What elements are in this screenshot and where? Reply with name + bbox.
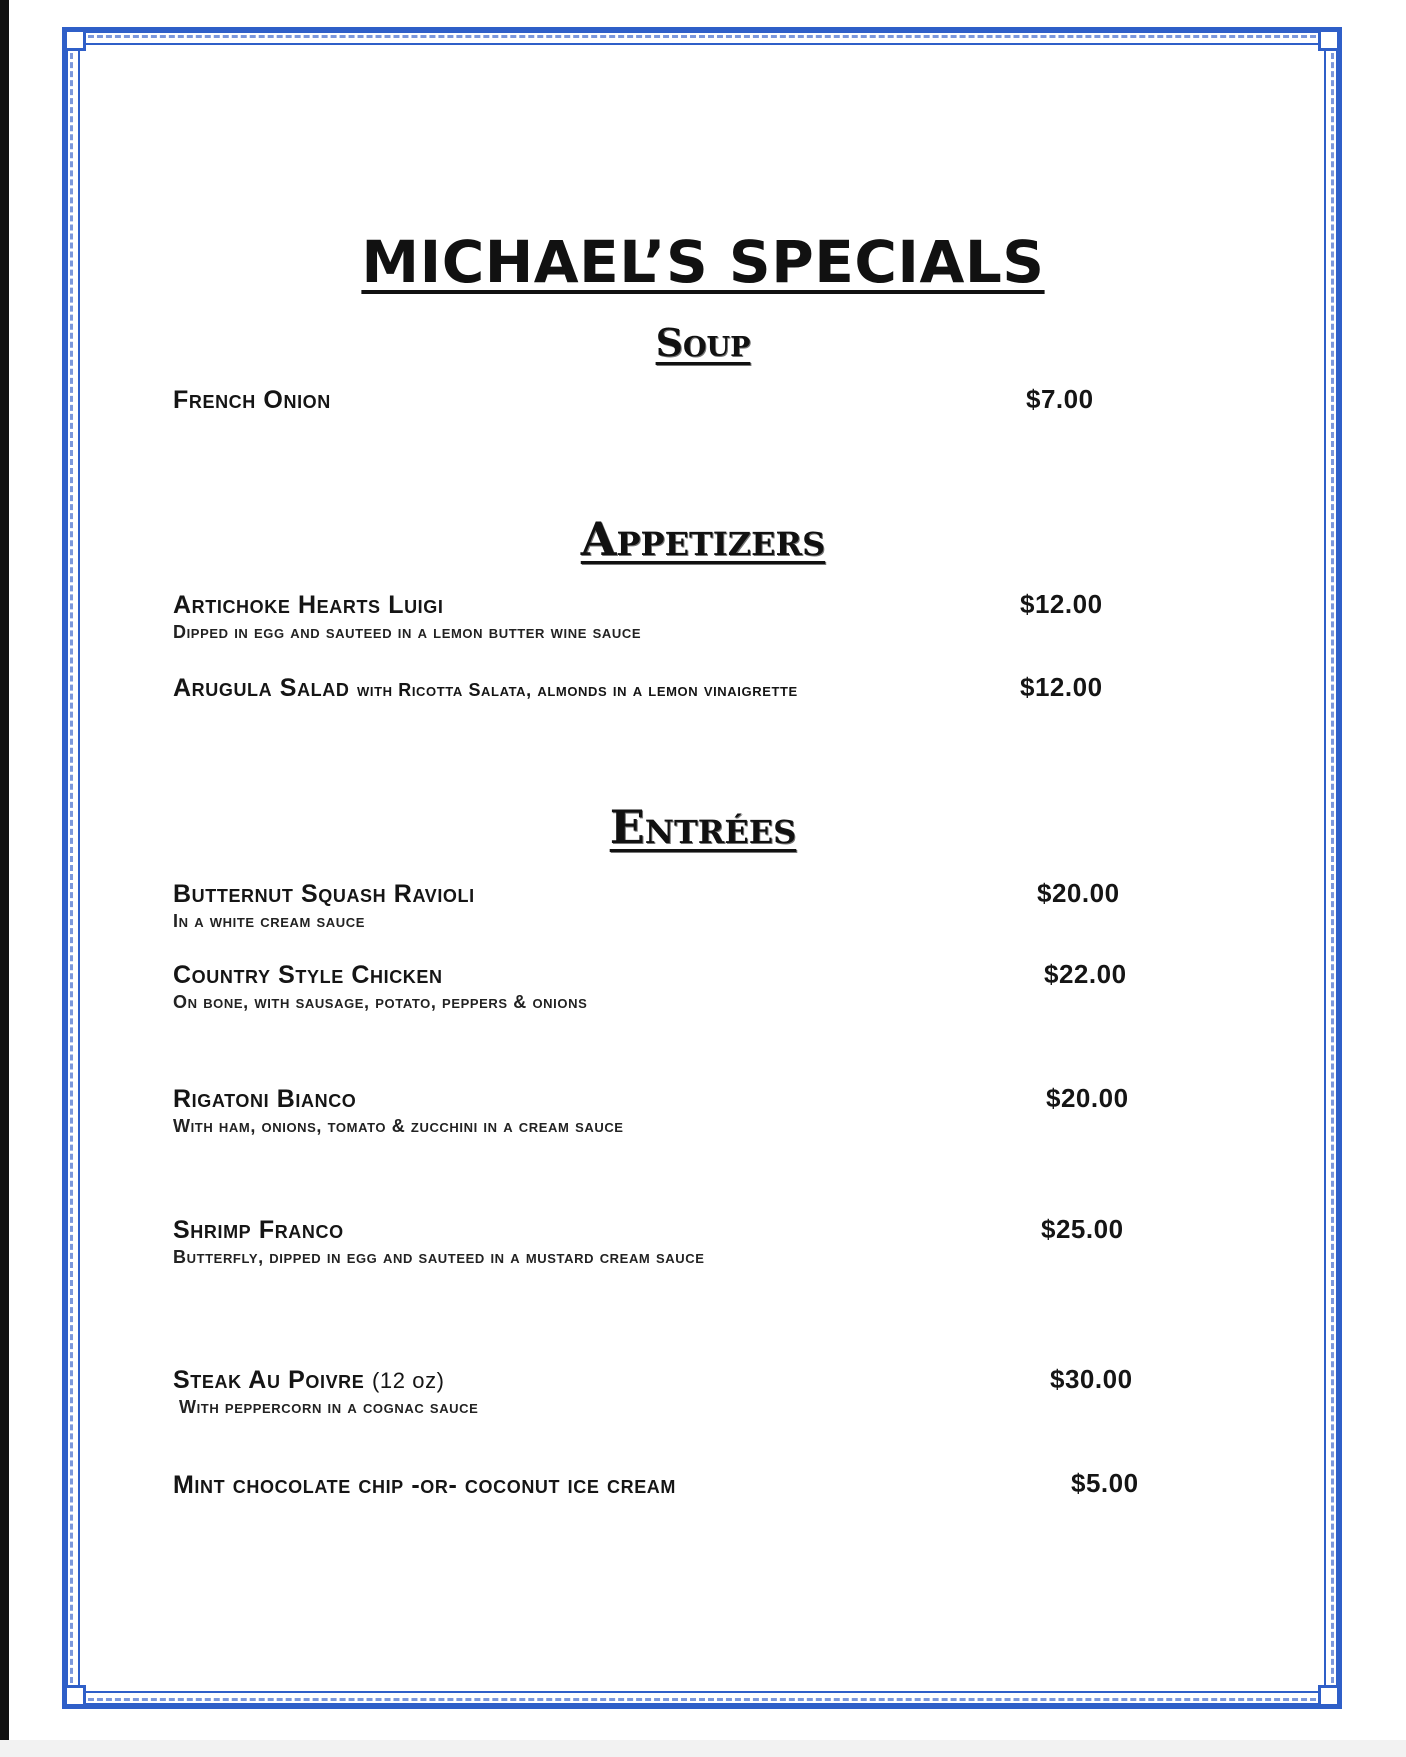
item-description: With ham, onions, tomato & zucchini in a cream sauce (173, 1116, 624, 1136)
item-description: with Ricotta Salata, almonds in a lemon vinaigrette (357, 680, 798, 700)
item-price: $20.00 (1046, 1083, 1129, 1113)
item-description: Butterfly, dipped in egg and sauteed in a mustard cream sauce (173, 1247, 705, 1267)
menu-item-butternut-ravioli (173, 880, 1173, 932)
menu-item-country-chicken (173, 961, 1173, 1013)
item-name-text: Steak Au Poivre (173, 1366, 365, 1394)
item-portion-note: (12 oz) (371, 1368, 445, 1393)
item-name: Shrimp Franco (173, 1216, 344, 1244)
menu-item-shrimp-franco (173, 1216, 1173, 1268)
item-description: With peppercorn in a cognac sauce (179, 1397, 479, 1417)
item-price: $12.00 (1020, 672, 1103, 702)
item-name-text: Arugula Salad (173, 674, 350, 702)
item-price: $22.00 (1044, 959, 1127, 989)
item-name: Butternut Squash Ravioli (173, 880, 475, 908)
item-description: Dipped in egg and sauteed in a lemon butter wine sauce (173, 622, 642, 642)
item-price: $30.00 (1050, 1364, 1133, 1394)
item-name: French Onion (173, 386, 331, 414)
item-name: Mint chocolate chip -or- coconut ice cream (173, 1471, 677, 1499)
item-name: Artichoke Hearts Luigi (173, 591, 444, 619)
menu-item-french-onion (173, 386, 1173, 415)
section-heading-entrees: Entrées (609, 800, 797, 854)
item-price: $7.00 (1026, 384, 1094, 414)
item-name (173, 1366, 1173, 1395)
menu-item-rigatoni-bianco (173, 1085, 1173, 1137)
item-price: $5.00 (1071, 1468, 1139, 1498)
menu-item-steak-au-poivre (173, 1366, 1173, 1418)
menu-item-ice-cream (173, 1471, 1173, 1500)
item-price: $25.00 (1041, 1214, 1124, 1244)
item-description: In a white cream sauce (173, 911, 366, 931)
item-name: Rigatoni Bianco (173, 1085, 357, 1113)
item-name: Country Style Chicken (173, 961, 443, 989)
section-heading-appetizers: Appetizers (580, 512, 826, 566)
item-price: $12.00 (1020, 589, 1103, 619)
item-price: $20.00 (1037, 878, 1120, 908)
menu-title: MICHAEL’S SPECIALS (361, 228, 1045, 296)
section-heading-soup: Soup (655, 320, 751, 365)
item-description: On bone, with sausage, potato, peppers & onions (173, 992, 588, 1012)
